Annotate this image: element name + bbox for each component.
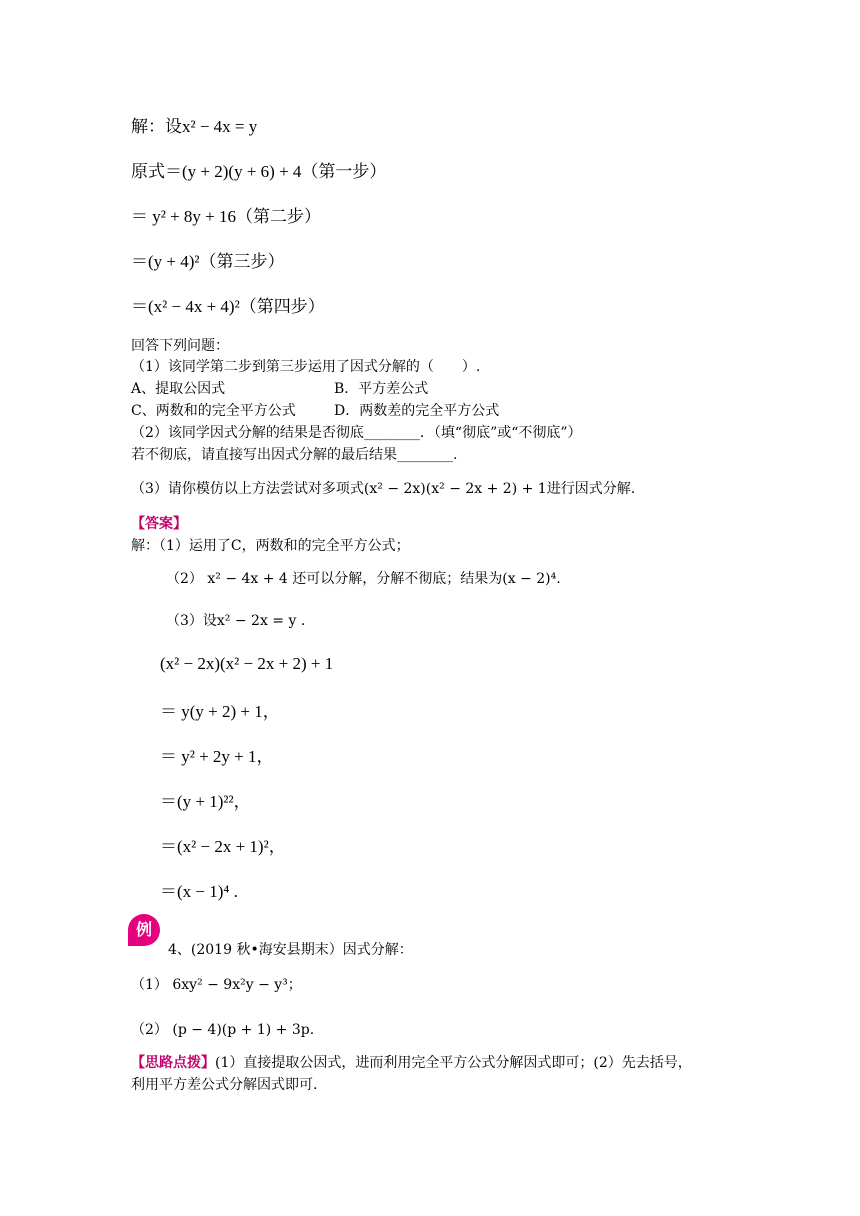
hint-text-1: (1）直接提取公因式，进而利用完全平方公式分解因式即可；(2）先去括号， xyxy=(215,1055,692,1071)
hint-label: 【思路点拨】 xyxy=(131,1055,215,1071)
hint-line-2: 利用平方差公式分解因式即可. xyxy=(131,1077,318,1093)
question-intro: 回答下列问题： xyxy=(131,338,229,354)
question-2-followup: 若不彻底，请直接写出因式分解的最后结果________. xyxy=(131,447,458,463)
answer-step-2: ＝ y(y + 2) + 1， xyxy=(160,702,280,721)
answer-2: （2） x² − 4x + 4 还可以分解，分解不彻底；结果为(x − 2)⁴. xyxy=(166,571,561,587)
solution-line-1: 解：设x² − 4x = y xyxy=(131,117,258,136)
question-2: （2）该同学因式分解的结果是否彻底________．（填“彻底”或“不彻底”） xyxy=(131,425,582,441)
example-part-2: （2） (p − 4)(p + 1) + 3p. xyxy=(131,1022,315,1038)
solution-line-3: ＝ y² + 8y + 16（第二步） xyxy=(131,207,322,226)
option-c: C、两数和的完全平方公式 xyxy=(131,403,296,419)
option-b: B．平方差公式 xyxy=(334,381,429,397)
answer-step-5: ＝(x² − 2x + 1)²， xyxy=(160,837,286,856)
hint-line-1 xyxy=(131,1054,692,1072)
option-a: A、提取公因式 xyxy=(131,381,226,397)
answer-1: 解：（1）运用了C，两数和的完全平方公式； xyxy=(131,538,410,554)
question-1: （1）该同学第二步到第三步运用了因式分解的（ ）. xyxy=(131,359,481,375)
solution-line-4: ＝(y + 4)²（第三步） xyxy=(131,252,285,271)
answer-step-6: ＝(x − 1)⁴ . xyxy=(160,882,238,901)
solution-line-2: 原式＝(y + 2)(y + 6) + 4（第一步） xyxy=(131,162,387,181)
example-badge-icon: 例 xyxy=(128,914,160,946)
answer-step-4: ＝(y + 1)²²， xyxy=(160,792,251,811)
answer-step-3: ＝ y² + 2y + 1， xyxy=(160,747,274,766)
answer-3: （3）设x² − 2x = y . xyxy=(166,613,306,629)
question-3: （3）请你模仿以上方法尝试对多项式(x² − 2x)(x² − 2x + 2) + 1进行因式分解. xyxy=(131,481,636,497)
example-title: 4、(2019 秋•海安县期末）因式分解： xyxy=(168,942,413,958)
example-part-1: （1） 6xy² − 9x²y − y³； xyxy=(131,977,302,993)
solution-line-5: ＝(x² − 4x + 4)²（第四步） xyxy=(131,297,325,316)
answer-label: 【答案】 xyxy=(131,516,187,532)
option-d: D．两数差的完全平方公式 xyxy=(334,403,500,419)
answer-step-1: (x² − 2x)(x² − 2x + 2) + 1 xyxy=(160,654,334,673)
